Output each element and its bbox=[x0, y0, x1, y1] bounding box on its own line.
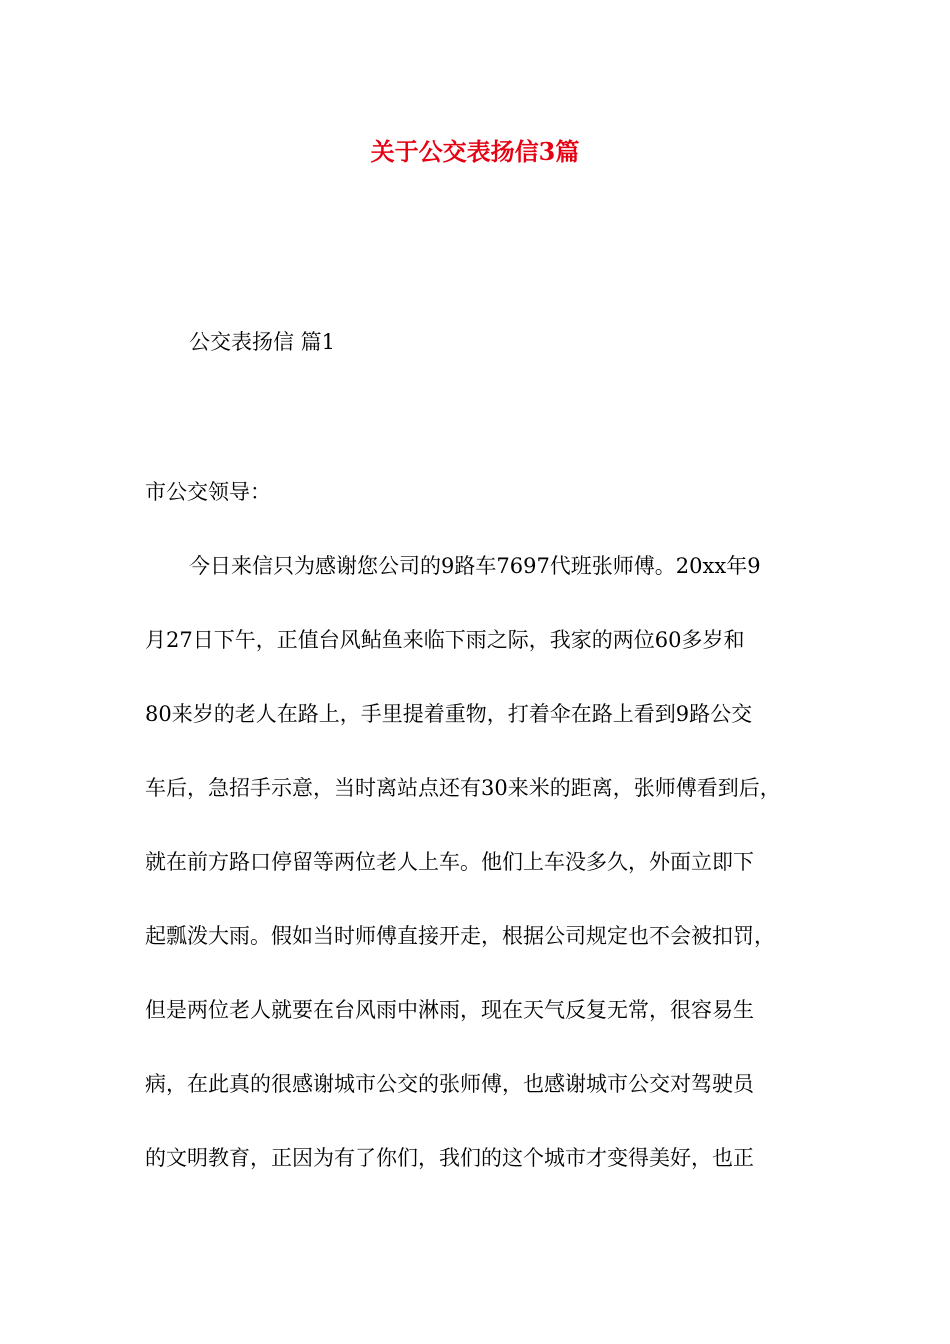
body-line: 病，在此真的很感谢城市公交的张师傅，也感谢城市公交对驾驶员 bbox=[145, 1072, 754, 1096]
body-line: 车后，急招手示意，当时离站点还有30来米的距离，张师傅看到后， bbox=[145, 776, 781, 800]
body-line: 就在前方路口停留等两位老人上车。他们上车没多久，外面立即下 bbox=[145, 850, 754, 874]
body-line: 月27日下午，正值台风鲇鱼来临下雨之际，我家的两位60多岁和 bbox=[145, 628, 745, 652]
salutation: 市公交领导： bbox=[145, 480, 271, 504]
document-title: 关于公交表扬信3篇 bbox=[370, 137, 580, 166]
section-heading: 公交表扬信 篇1 bbox=[189, 330, 336, 354]
body-line: 起瓢泼大雨。假如当时师傅直接开走，根据公司规定也不会被扣罚， bbox=[145, 924, 775, 948]
body-line: 的文明教育，正因为有了你们，我们的这个城市才变得美好，也正 bbox=[145, 1146, 754, 1170]
letter-body bbox=[145, 546, 825, 1212]
body-line: 80来岁的老人在路上，手里提着重物，打着伞在路上看到9路公交 bbox=[145, 702, 753, 726]
body-line: 今日来信只为感谢您公司的9路车7697代班张师傅。20xx年9 bbox=[189, 554, 761, 578]
body-line: 但是两位老人就要在台风雨中淋雨，现在天气反复无常，很容易生 bbox=[145, 998, 754, 1022]
